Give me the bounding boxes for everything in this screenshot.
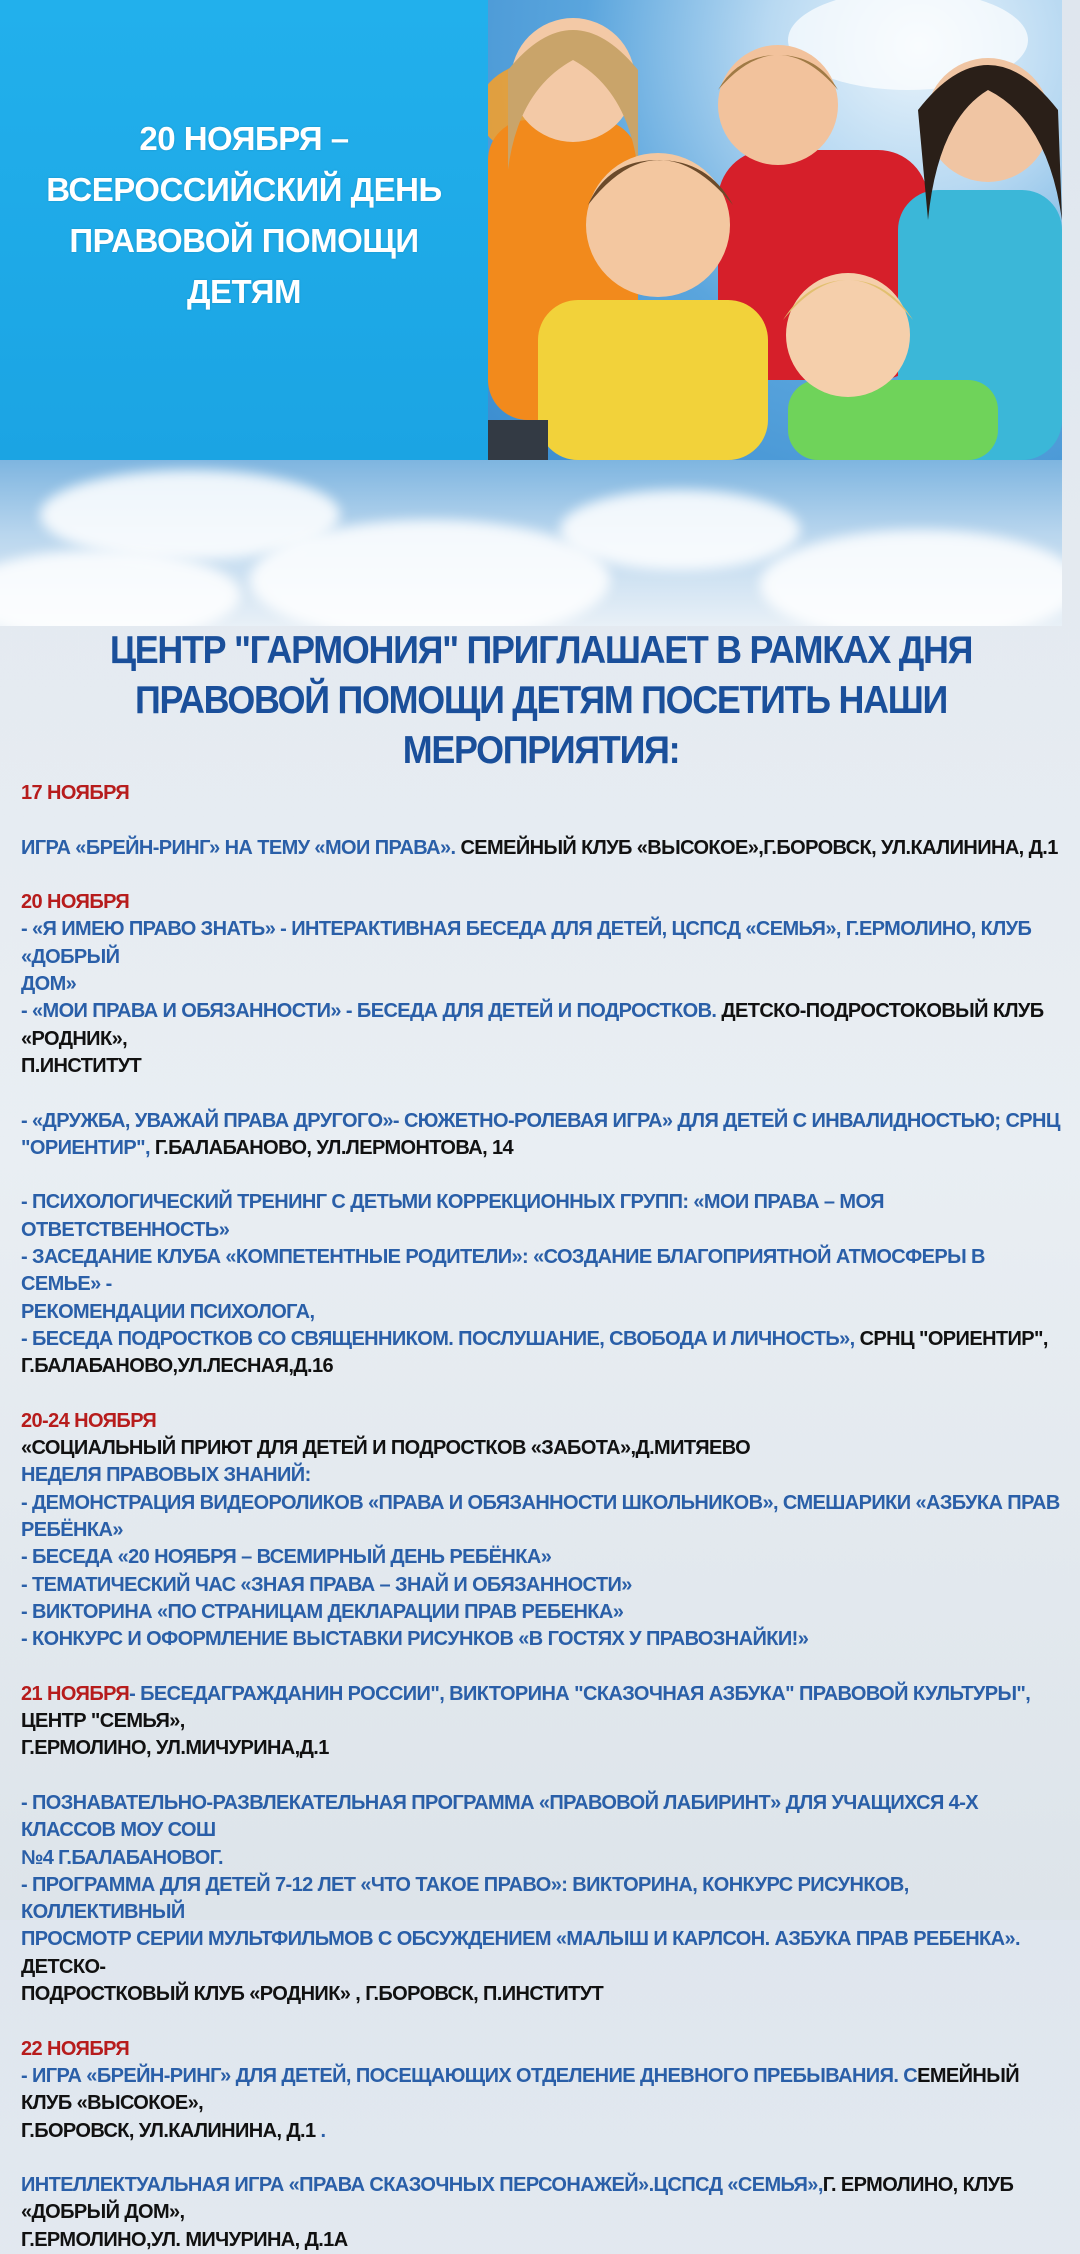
schedule-line	[21, 780, 1061, 807]
schedule-line	[21, 1790, 1061, 1845]
schedule-line	[21, 971, 1061, 998]
schedule-line	[21, 2172, 1061, 2227]
schedule-line	[21, 1053, 1061, 1080]
event-description: - ТЕМАТИЧЕСКИЙ ЧАС «ЗНАЯ ПРАВА – ЗНАЙ И ОБЯЗАННОСТИ»	[21, 1573, 632, 1596]
event-location: П.ИНСТИТУТ	[21, 1054, 142, 1077]
schedule	[21, 780, 1061, 2254]
event-date: 17 НОЯБРЯ	[21, 782, 130, 804]
event-location: ЕМЕЙНЫЙ КЛУБ «ВЫСОКОЕ»,	[21, 2064, 1020, 2115]
event-location: ЦЕНТР "СЕМЬЯ»,	[21, 1710, 185, 1733]
schedule-line	[21, 916, 1061, 971]
event-date: 20 НОЯБРЯ	[21, 891, 130, 914]
schedule-line	[21, 862, 1061, 889]
schedule-line	[21, 2036, 1061, 2063]
event-location: ДЕТСКО-	[21, 1955, 106, 1978]
schedule-line	[21, 1244, 1061, 1299]
event-description: - ЗАСЕДАНИЕ КЛУБА «КОМПЕТЕНТНЫЕ РОДИТЕЛИ»: «СОЗДАНИЕ БЛАГОПРИЯТНОЙ АТМОСФЕРЫ В СЕМЬЕ» -	[21, 1246, 985, 1296]
schedule-line	[21, 1599, 1061, 1626]
schedule-line	[21, 1981, 1061, 2008]
event-description: ДОМ»	[21, 973, 77, 996]
event-description: - «МОИ ПРАВА И ОБЯЗАННОСТИ» - БЕСЕДА ДЛЯ ДЕТЕЙ И ПОДРОСТКОВ.	[21, 1000, 722, 1023]
event-location: «СОЦИАЛЬНЫЙ ПРИЮТ ДЛЯ ДЕТЕЙ И ПОДРОСТКОВ «ЗАБОТА»,Д.МИТЯЕВО	[21, 1437, 751, 1460]
schedule-line	[21, 807, 1061, 834]
event-description: - БЕСЕДА ПОДРОСТКОВ СО СВЯЩЕННИКОМ. ПОСЛУШАНИЕ, СВОБОДА И ЛИЧНОСТЬ»,	[21, 1327, 860, 1350]
event-description: - «ДРУЖБА, УВАЖАЙ ПРАВА ДРУГОГО»- СЮЖЕТНО-РОЛЕВАЯ ИГРА» ДЛЯ ДЕТЕЙ С ИНВАЛИДНОСТЬЮ; СРНЦ	[21, 1109, 1060, 1132]
event-description: ПРОСМОТР СЕРИИ МУЛЬТФИЛЬМОВ С ОБСУЖДЕНИЕМ «МАЛЫШ И КАРЛСОН. АЗБУКА ПРАВ РЕБЕНКА».	[21, 1928, 1020, 1951]
schedule-line	[21, 2063, 1061, 2118]
schedule-line	[21, 1872, 1061, 1927]
event-location: Г.ЕРМОЛИНО, УЛ.МИЧУРИНА,Д.1	[21, 1737, 329, 1760]
event-location: СРНЦ "ОРИЕНТИР",	[859, 1327, 1048, 1350]
banner-title-line: ПРАВОВОЙ ПОМОЩИ	[69, 222, 419, 259]
sky-clouds	[0, 460, 1062, 626]
schedule-line	[21, 1845, 1061, 1872]
schedule-line	[21, 1080, 1061, 1107]
children-illustration	[488, 0, 1062, 460]
schedule-line	[21, 1681, 1061, 1736]
schedule-line	[21, 1189, 1061, 1244]
schedule-line	[21, 1162, 1061, 1189]
event-description: - ПРОГРАММА ДЛЯ ДЕТЕЙ 7-12 ЛЕТ «ЧТО ТАКОЕ ПРАВО»: ВИКТОРИНА, КОНКУРС РИСУНКОВ, КОЛЛЕКТИВНЫЙ	[21, 1873, 909, 1924]
schedule-line	[21, 1735, 1061, 1762]
schedule-line	[21, 2008, 1061, 2035]
event-date: 21 НОЯБРЯ	[21, 1682, 130, 1705]
event-description: РЕКОМЕНДАЦИИ ПСИХОЛОГА,	[21, 1300, 315, 1323]
schedule-line	[21, 1381, 1061, 1408]
event-description: - ВИКТОРИНА «ПО СТРАНИЦАМ ДЕКЛАРАЦИИ ПРАВ РЕБЕНКА»	[21, 1600, 624, 1623]
banner-title-line: 20 НОЯБРЯ –	[139, 120, 349, 157]
banner-title-line: ВСЕРОССИЙСКИЙ ДЕНЬ	[46, 171, 442, 208]
event-description: - ПОЗНАВАТЕЛЬНО-РАЗВЛЕКАТЕЛЬНАЯ ПРОГРАММА «ПРАВОВОЙ ЛАБИРИНТ» ДЛЯ УЧАЩИХСЯ 4-Х КЛАССОВ МОУ СОШ	[21, 1791, 979, 1842]
event-description: - ПСИХОЛОГИЧЕСКИЙ ТРЕНИНГ С ДЕТЬМИ КОРРЕКЦИОННЫХ ГРУПП: «МОИ ПРАВА – МОЯ ОТВЕТСТВЕННОСТЬ»	[21, 1191, 884, 1241]
event-location: ДЕТСКО-ПОДРОСТОКОВЫЙ КЛУБ «РОДНИК»,	[21, 1000, 1044, 1050]
schedule-line	[21, 889, 1061, 916]
event-location: Г.БАЛАБАНОВО,УЛ.ЛЕСНАЯ,Д.16	[21, 1355, 334, 1378]
banner-title-panel	[0, 0, 488, 460]
schedule-line	[21, 1626, 1061, 1653]
schedule-line	[21, 2145, 1061, 2172]
event-location: Г.БОРОВСК, УЛ.КАЛИНИНА, Д.1	[21, 2119, 321, 2142]
schedule-line	[21, 1490, 1061, 1545]
event-location: ПОДРОСТКОВЫЙ КЛУБ «РОДНИК» , Г.БОРОВСК, П.ИНСТИТУТ	[21, 1983, 604, 2006]
schedule-line	[21, 1572, 1061, 1599]
schedule-line	[21, 1926, 1061, 1981]
banner	[0, 0, 1062, 460]
schedule-line	[21, 1326, 1061, 1353]
banner-title	[44, 113, 444, 317]
event-description: ИНТЕЛЛЕКТУАЛЬНАЯ ИГРА «ПРАВА СКАЗОЧНЫХ ПЕРСОНАЖЕЙ».ЦСПСД «СЕМЬЯ»,	[21, 2174, 823, 2197]
event-description: - КОНКУРС И ОФОРМЛЕНИЕ ВЫСТАВКИ РИСУНКОВ «В ГОСТЯХ У ПРАВОЗНАЙКИ!»	[21, 1628, 809, 1651]
schedule-line	[21, 998, 1061, 1053]
schedule-line	[21, 1135, 1061, 1162]
event-location: Г.БАЛАБАНОВО, УЛ.ЛЕРМОНТОВА, 14	[154, 1136, 514, 1159]
banner-title-line: ДЕТЯМ	[187, 273, 301, 310]
schedule-line	[21, 1299, 1061, 1326]
event-description: "ОРИЕНТИР",	[21, 1136, 155, 1159]
event-description: - ИГРА «БРЕЙН-РИНГ» ДЛЯ ДЕТЕЙ, ПОСЕЩАЮЩИХ ОТДЕЛЕНИЕ ДНЕВНОГО ПРЕБЫВАНИЯ. С	[21, 2064, 918, 2087]
event-description: №4 Г.БАЛАБАНОВОГ.	[21, 1846, 223, 1869]
schedule-line	[21, 1108, 1061, 1135]
schedule-line	[21, 2227, 1061, 2254]
schedule-line	[21, 1654, 1061, 1681]
event-description: НЕДЕЛЯ ПРАВОВЫХ ЗНАНИЙ:	[21, 1464, 311, 1487]
event-description: - БЕСЕДА «20 НОЯБРЯ – ВСЕМИРНЫЙ ДЕНЬ РЕБЁНКА»	[21, 1546, 552, 1569]
schedule-line	[21, 1353, 1061, 1380]
event-location: Г. ЕРМОЛИНО, КЛУБ «ДОБРЫЙ ДОМ»,	[21, 2174, 1014, 2224]
event-description: ИГРА «БРЕЙН-РИНГ» НА ТЕМУ «МОИ ПРАВА».	[21, 836, 461, 859]
event-description: - БЕСЕДАГРАЖДАНИН РОССИИ", ВИКТОРИНА "СКАЗОЧНАЯ АЗБУКА" ПРАВОВОЙ КУЛЬТУРЫ",	[129, 1682, 1031, 1705]
schedule-line	[21, 1462, 1061, 1489]
schedule-line	[21, 1435, 1061, 1462]
event-description: - ДЕМОНСТРАЦИЯ ВИДЕОРОЛИКОВ «ПРАВА И ОБЯЗАННОСТИ ШКОЛЬНИКОВ», СМЕШАРИКИ «АЗБУКА ПРАВ РЕБЁНКА»	[21, 1491, 1060, 1542]
event-location: Г.ЕРМОЛИНО,УЛ. МИЧУРИНА, Д.1А	[21, 2228, 348, 2251]
event-date: 22 НОЯБРЯ	[21, 2037, 130, 2060]
announcement	[21, 626, 1061, 2254]
event-description: - «Я ИМЕЮ ПРАВО ЗНАТЬ» - ИНТЕРАКТИВНАЯ БЕСЕДА ДЛЯ ДЕТЕЙ, ЦСПСД «СЕМЬЯ», Г.ЕРМОЛИНО, КЛУБ «ДОБРЫЙ	[21, 918, 1032, 968]
schedule-line	[21, 1408, 1061, 1435]
children-photo	[488, 0, 1062, 460]
event-date: 20-24 НОЯБРЯ	[21, 1409, 157, 1432]
event-location: СЕМЕЙНЫЙ КЛУБ «ВЫСОКОЕ»,Г.БОРОВСК, УЛ.КАЛИНИНА, Д.1	[460, 836, 1058, 859]
schedule-line	[21, 2118, 1061, 2145]
headline: ЦЕНТР "ГАРМОНИЯ" ПРИГЛАШАЕТ В РАМКАХ ДНЯ ПРАВОВОЙ ПОМОЩИ ДЕТЯМ ПОСЕТИТЬ НАШИ МЕРОПРИЯТИЯ:	[109, 629, 973, 772]
schedule-line	[21, 1544, 1061, 1571]
schedule-line	[21, 1763, 1061, 1790]
event-description: .	[320, 2119, 326, 2142]
schedule-line	[21, 835, 1061, 862]
